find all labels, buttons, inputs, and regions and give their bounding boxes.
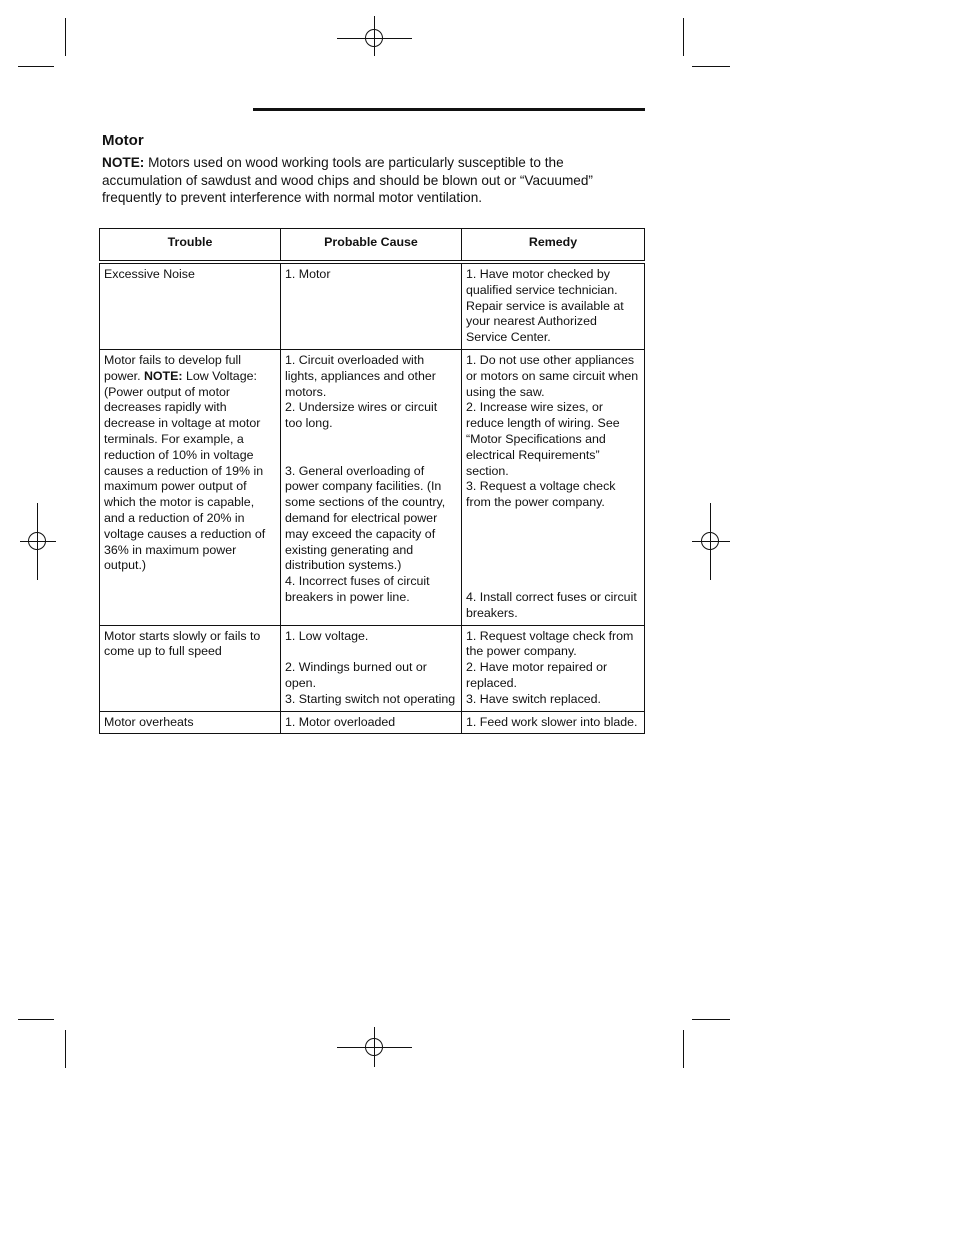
table-row [100, 711, 645, 734]
trouble-text: Low Voltage: (Power output of motor decreases rapidly with decrease in voltage at motor terminals. For example, a reduction of 10% in voltage causes a reduction of 19% in maximum power output of which the motor is capable, and a reduction of 20% in voltage causes a reduction of 36% in maximum power output.) [104, 368, 266, 573]
note-text: Motors used on wood working tools are particularly susceptible to the accumulation of sawdust and wood chips and should be blown out or “Vacuumed” frequently to prevent interference with normal motor ventilation. [102, 155, 593, 205]
remedy-item: 2. Have motor repaired or replaced. [466, 660, 608, 690]
trouble-text: Motor starts slowly or fails to come up to full speed [104, 628, 261, 659]
remedy-cell [462, 711, 645, 734]
cause-item: 1. Motor overloaded [285, 714, 396, 729]
table-header-row [100, 229, 645, 263]
remedy-cell [462, 349, 645, 625]
column-header-trouble: Trouble [100, 229, 281, 263]
remedy-item: 1. Feed work slower into blade. [466, 714, 638, 729]
troubleshooting-table [99, 228, 645, 734]
crop-mark [683, 18, 684, 56]
registration-mark-icon [365, 29, 383, 47]
trouble-cell [100, 711, 281, 734]
remedy-cell [462, 625, 645, 711]
registration-mark-icon [365, 1038, 383, 1056]
table-row [100, 625, 645, 711]
column-header-remedy: Remedy [462, 229, 645, 263]
cause-cell [281, 349, 462, 625]
crop-mark [18, 66, 54, 67]
cause-item: 1. Circuit overloaded with lights, appliances and other motors. [285, 352, 436, 399]
remedy-item: 3. Have switch replaced. [466, 691, 601, 706]
trouble-text: Motor fails to develop full power. [104, 352, 242, 383]
remedy-item: 3. Request a voltage check from the power company. [466, 479, 616, 510]
trouble-note-label: NOTE: [143, 368, 183, 383]
crop-mark [18, 1019, 54, 1020]
header-rule [253, 108, 645, 111]
crop-mark [692, 1019, 730, 1020]
remedy-item: 1. Request voltage check from the power company. [466, 628, 634, 659]
crop-mark [692, 66, 730, 67]
trouble-cell [100, 262, 281, 349]
remedy-item: 2. Increase wire sizes, or reduce length of wiring. See “Motor Specifications and electrical Requirements” section. [466, 400, 620, 478]
cause-item: 1. Low voltage. [285, 628, 369, 643]
cause-item: 4. Incorrect fuses of circuit breakers in power line. [285, 574, 430, 604]
trouble-cell [100, 625, 281, 711]
trouble-text: Excessive Noise [104, 267, 195, 281]
remedy-item: 1. Do not use other appliances or motors on same circuit when using the saw. [466, 352, 639, 399]
remedy-item: 4. Install correct fuses or circuit breakers. [466, 589, 637, 620]
crop-mark [65, 1030, 66, 1068]
registration-mark-icon [28, 532, 46, 550]
crop-mark [65, 18, 66, 56]
note-label: NOTE: [102, 155, 145, 170]
cause-item: 2. Windings burned out or open. [285, 660, 427, 690]
table-row [100, 262, 645, 349]
cause-cell [281, 711, 462, 734]
registration-mark-icon [701, 532, 719, 550]
cause-cell [281, 262, 462, 349]
motor-note [102, 154, 647, 207]
cause-item: 3. Starting switch not operating [285, 691, 456, 706]
remedy-item: 1. Have motor checked by qualified service technician. Repair service is available at your nearest Authorized Service Center. [466, 267, 624, 345]
cause-item: 2. Undersize wires or circuit too long. [285, 400, 438, 431]
section-title: Motor [102, 132, 144, 149]
table-row [100, 349, 645, 625]
cause-item: 1. Motor [285, 267, 331, 281]
cause-item: 3. General overloading of power company facilities. (In some sections of the country, demand for electrical power may exceed the capacity of existing generating and distribution systems.) [285, 463, 446, 573]
column-header-cause: Probable Cause [281, 229, 462, 263]
crop-mark [683, 1030, 684, 1068]
trouble-text: Motor overheats [104, 714, 194, 729]
cause-cell [281, 625, 462, 711]
trouble-cell [100, 349, 281, 625]
remedy-cell [462, 262, 645, 349]
